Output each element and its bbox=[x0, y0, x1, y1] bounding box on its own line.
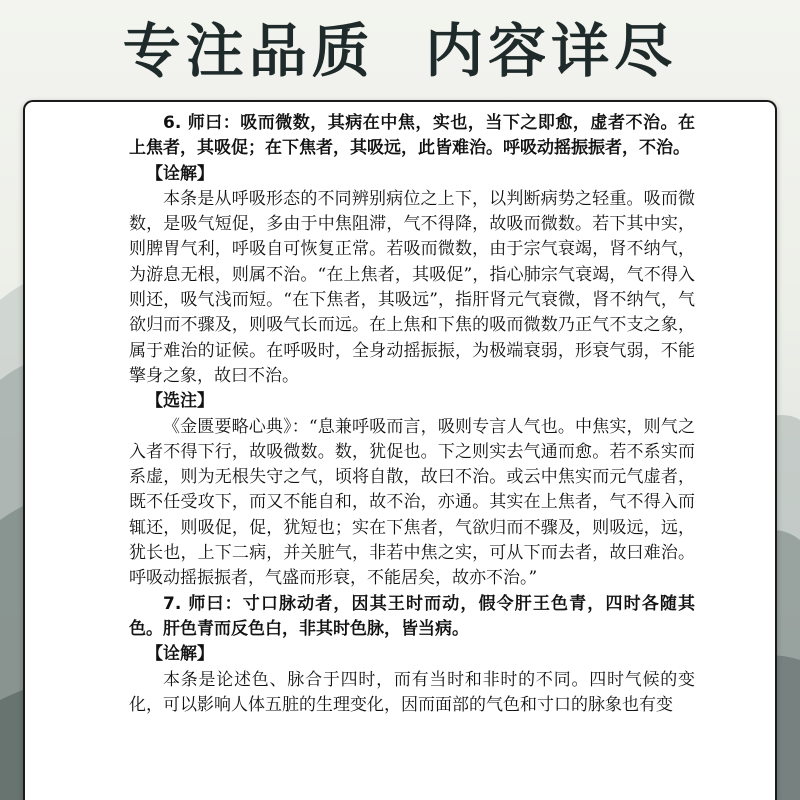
note-paragraph: 《金匮要略心典》：“息兼呼吸而言，吸则专言人气也。中焦实，则气之入者不得下行，故吸微数。数，犹促也。下之则实去气通而愈。若不系实而系虚，则为无根失守之气，顷将自散，故曰不治。或云中焦实而元气虚者，既不任受攻下，而又不能自和，故不治，亦通。其实在上焦者，气不得入而辄还，则吸促，促，犹短也；实在下焦者，气欲归而不骤及，则吸远，远，犹长也，上下二病，并关脏气，非若中焦之实，可从下而去者，故曰难治。呼吸动摇振振者，气盛而形衰，不能居矣，故亦不治。” bbox=[129, 416, 695, 589]
explain-heading-2: 【诠解】 bbox=[146, 644, 214, 665]
banner-title: 专注品质 内容详尽 bbox=[122, 17, 678, 85]
explain-paragraph-1: 本条是从呼吸形态的不同辨别病位之上下，以判断病势之轻重。吸而微数，是吸气短促，多由于中焦阻滞，气不得降，故吸而微数。若下其中实，则脾胃气利，呼吸自可恢复正常。若吸而微数，由于宗气衰竭，肾不纳气，为游息无根，则属不治。“在上焦者，其吸促”，指心肺宗气衰竭，气不得入则还，吸气浅而短。“在下焦者，其吸远”，指肝肾元气衰微，肾不纳气，气欲归而不骤及，则吸气长而远。在上焦和下焦的吸而微数乃正气不支之象，属于难治的证候。在呼吸时，全身动摇振振，为极端衰弱，形衰气弱，不能擎身之象，故曰不治。 bbox=[129, 188, 695, 386]
book-page bbox=[23, 100, 777, 800]
note-heading: 【选注】 bbox=[146, 391, 214, 412]
clause-7-text: 7. 师曰：寸口脉动者，因其王时而动，假令肝王色青，四时各随其色。肝色青而反色白，非其时色脉，皆当病。 bbox=[129, 593, 695, 639]
explain-paragraph-2: 本条是论述色、脉合于四时，而有当时和非时的不同。四时气候的变化，可以影响人体五脏的生理变化，因而面部的气色和寸口的脉象也有变 bbox=[129, 669, 695, 715]
explain-heading-1: 【诠解】 bbox=[146, 163, 214, 184]
page-content bbox=[129, 111, 695, 718]
clause-6-text: 6. 师曰：吸而微数，其病在中焦，实也，当下之即愈，虚者不治。在上焦者，其吸促；在下焦者，其吸远，此皆难治。呼吸动摇振振者，不治。 bbox=[129, 113, 695, 159]
